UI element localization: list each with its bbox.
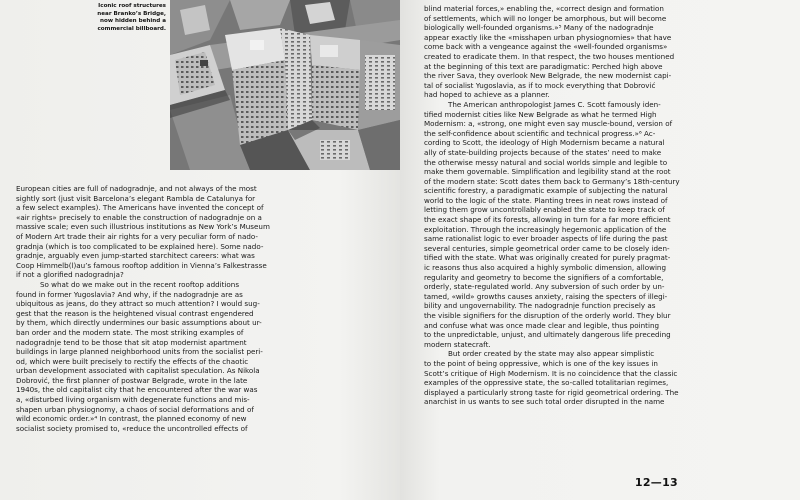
right-body-text xyxy=(424,4,794,407)
caption-line: commercial billboard. xyxy=(97,25,166,32)
text-line-indented: The American anthropologist James C. Scott famously iden- xyxy=(448,99,661,109)
text-line: bility and ungovernability. The nadogradnje function precisely as xyxy=(424,301,656,311)
caption-line: near Branko’s Bridge, xyxy=(97,10,166,17)
text-line: Coop Himmelb(l)au’s famous rooftop addition in Vienna’s Falkestrasse xyxy=(16,260,267,270)
caption-line: Iconic roof structures xyxy=(98,3,166,9)
text-line: had hoped to achieve as a planner. xyxy=(424,90,550,100)
text-line: ally of state-building projects because of the states’ need to make xyxy=(424,147,662,157)
text-line: wild economic order.»⁴ In contrast, the planned economy of new xyxy=(16,414,247,424)
text-line: tal of socialist Yugoslavia, as if to mock everything that Dobrović xyxy=(424,80,656,90)
text-line: by them, which directly undermines our basic assumptions about ur- xyxy=(16,318,262,328)
text-line: the otherwise messy natural and social worlds simple and legible to xyxy=(424,157,668,167)
text-line: exploitation. Through the increasingly hegemonic application of the xyxy=(424,224,667,234)
text-line: scientific forestry, a paradigmatic example of subjecting the natural xyxy=(424,186,668,196)
text-line: orderly, state-regulated world. Any subversion of such order by un- xyxy=(424,282,665,292)
left-body-text xyxy=(16,184,394,433)
text-line: the visible signifiers for the disruption of the orderly world. They blur xyxy=(424,311,671,320)
text-line: same rationalist logic to ever broader aspects of life during the past xyxy=(424,234,668,244)
text-line: to the unpredictable, unjust, and ultimately dangerous life preceding xyxy=(424,330,671,340)
text-line: «air rights» precisely to enable the construction of nadogradnje on a xyxy=(16,212,262,222)
text-line: at the beginning of this text are paradigmatic: Perched high above xyxy=(424,61,663,71)
text-line: examples of the oppressive state, the so-called totalitarian regimes, xyxy=(424,378,669,388)
text-line: ic reasons thus also acquired a highly symbolic dimension, allowing xyxy=(424,263,666,273)
text-line: tified with the state. What was originally created for purely pragmat- xyxy=(424,253,671,263)
text-line: sightly sort (just visit Barcelona’s elegant Rambla de Catalunya for xyxy=(16,193,256,203)
text-line: modern statecraft. xyxy=(424,339,491,349)
text-line: of settlements, which will no longer be amorphous, but will become xyxy=(424,13,667,23)
text-line: tamed, «wild» growths causes anxiety, raising the specters of illegi- xyxy=(424,291,668,301)
text-line: regularity and geometry to become the signifiers of a comfortable, xyxy=(424,272,664,282)
text-line: letting them grow uncontrollably enabled the state to keep track of xyxy=(424,205,665,215)
text-line: of Modern Art trade their air rights for a very peculiar form of nado- xyxy=(16,231,258,241)
text-line: Modernism: a, «strong, one might even say muscle-bound, version of xyxy=(424,119,673,129)
text-line: cording to Scott, the ideology of High Modernism became a natural xyxy=(424,138,665,148)
text-line: world to the logic of the state. Planting trees in neat rows instead of xyxy=(424,195,668,205)
text-line: buildings in large planned neighborhood units from the socialist peri- xyxy=(16,347,263,357)
text-line: anarchist in us wants to see such total order disrupted in the name xyxy=(424,397,665,407)
text-line: created to eradicate them. In that respect, the two houses mentioned xyxy=(424,51,675,61)
text-line: biologically well-founded organisms.»⁵ Many of the nadogradnje xyxy=(424,23,654,33)
text-line: displayed a particularly strong taste for rigid geometrical ordering. The xyxy=(424,387,679,397)
text-line: socialist society promised to, «reduce the uncontrolled effects of xyxy=(16,423,248,433)
text-line: tified modernist cities like New Belgrade as what he termed High xyxy=(424,109,657,119)
text-line: make them governable. Simplification and legibility stand at the root xyxy=(424,167,671,177)
aerial-photo-of-belgrade-rooftops-icon xyxy=(170,0,400,170)
photo-caption xyxy=(74,3,166,33)
text-line-indented: But order created by the state may also appear simplistic xyxy=(448,349,655,359)
text-line: ban order and the modern state. The most striking examples of xyxy=(16,327,244,337)
text-line: gradnje, arguably even jump-started starchitect careers: what was xyxy=(16,251,255,261)
text-line: blind material forces,» enabling the, «correct design and formation xyxy=(424,4,664,13)
text-line-indented: So what do we make out in the recent rooftop additions xyxy=(40,279,240,289)
text-line: a, «disturbed living organism with degenerate functions and mis- xyxy=(16,395,250,405)
text-line: if not a glorified nadogradnja? xyxy=(16,270,124,280)
text-line: Scott’s critique of High Modernism. It is no coincidence that the classic xyxy=(424,368,678,378)
page-numbers: 12—13 xyxy=(634,476,678,489)
caption-line: now hidden behind a xyxy=(100,18,166,25)
text-line: the exact shape of its forests, allowing in turn for a far more efficient xyxy=(424,215,671,225)
text-line: several centuries, simple geometrical order came to be closely iden- xyxy=(424,243,670,253)
text-line: Dobrović, the first planner of postwar Belgrade, wrote in the late xyxy=(16,375,248,385)
text-line: found in former Yugoslavia? And why, if the nadogradnje are as xyxy=(16,289,243,299)
text-line: ubiquitous as jeans, do they attract so much attention? I would sug- xyxy=(16,299,260,309)
text-line: od, which were built precisely to rectify the effects of the chaotic xyxy=(16,356,249,366)
text-line: and confuse what was once made clear and legible, thus pointing xyxy=(424,320,659,330)
text-line: massive scale; even such illustrious institutions as New York’s Museum xyxy=(16,222,270,232)
text-line: come back with a vengeance against the «well-founded organisms» xyxy=(424,42,668,52)
aerial-photo xyxy=(170,0,400,170)
text-line: a few select examples). The Americans have invented the concept of xyxy=(16,203,264,213)
text-line: the river Sava, they overlook New Belgrade, the new modernist capi- xyxy=(424,71,672,81)
text-line: gradnja (which is too complicated to be explained here). Some nado- xyxy=(16,241,264,251)
text-line: shapen urban physiognomy, a chaos of social deformations and of xyxy=(16,404,254,414)
text-line: nadogradnje tend to be those that sit atop modernist apartment xyxy=(16,337,247,347)
text-line: of the modern state: Scott dates them back to Germany’s 18th-century xyxy=(424,176,680,186)
text-line: European cities are full of nadogradnje, and not always of the most xyxy=(16,184,257,193)
text-line: urban development associated with capitalist speculation. As Nikola xyxy=(16,366,260,376)
text-line: gest that the reason is the heightened visual contrast engendered xyxy=(16,308,254,318)
text-line: 1940s, the old capitalist city that he encountered after the war was xyxy=(16,385,258,395)
right-page xyxy=(400,0,800,500)
text-line: to the point of being oppressive, which is one of the key issues in xyxy=(424,358,658,368)
text-line: appear exactly like the «misshapen urban physiognomies» that have xyxy=(424,32,672,42)
text-line: the self-confidence about scientific and technical progress.»⁶ Ac- xyxy=(424,128,656,138)
